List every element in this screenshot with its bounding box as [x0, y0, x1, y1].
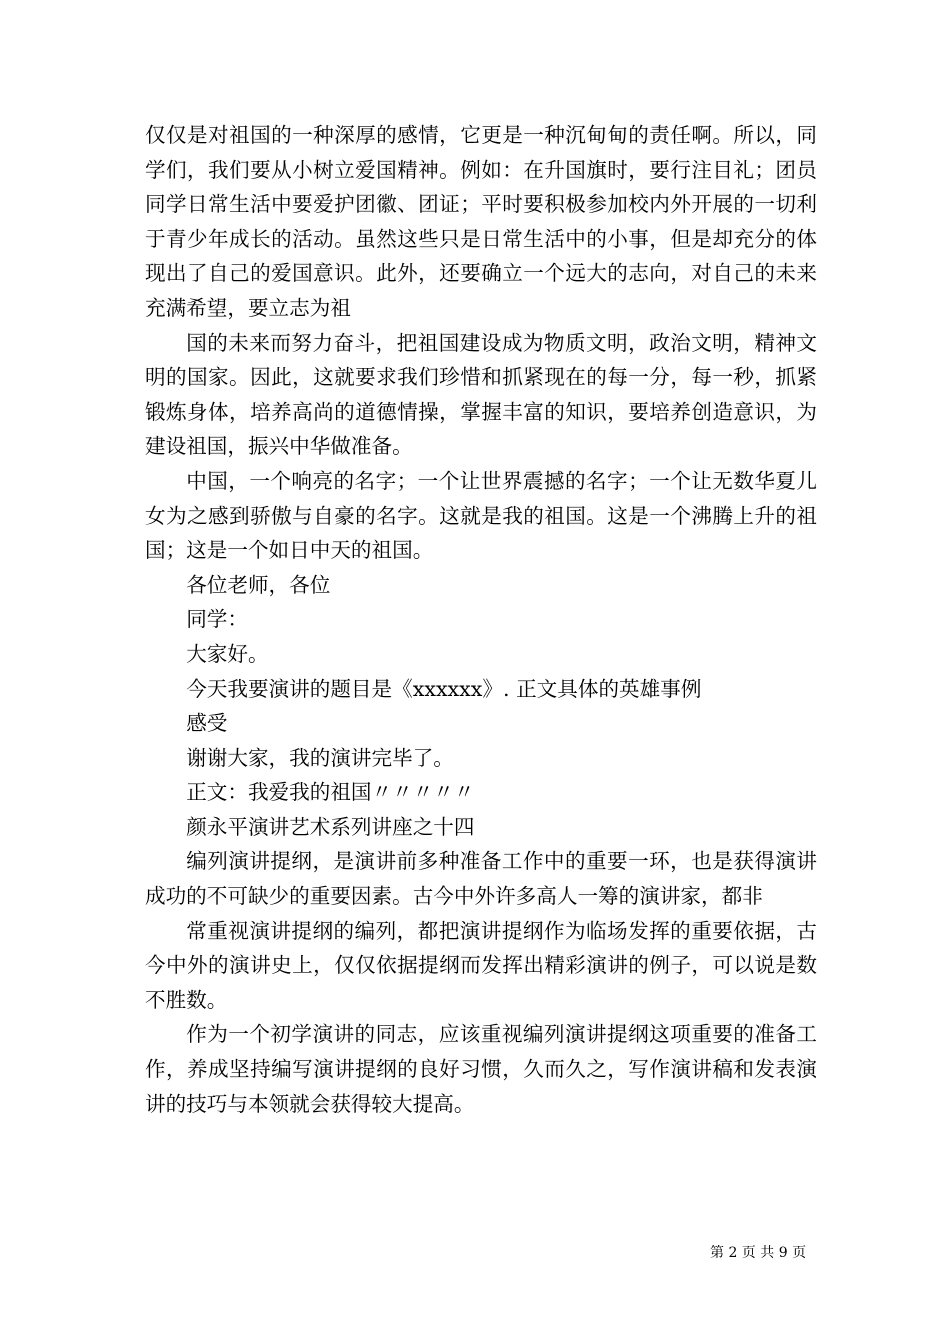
paragraph-1: 仅仅是对祖国的一种深厚的感情，它更是一种沉甸甸的责任啊。所以，同学们，我们要从小树立爱国精神。例如：在升国旗时，要行注目礼；团员同学日常生活中要爱护团徽、团证；平时要积极参加校内外开展的一切利于青少年成长的活动。虽然这些只是日常生活中的小事，但是却充分的体现出了自己的爱国意识。此外，还要确立一个远大的志向，对自己的未来充满希望，要立志为祖 — [145, 123, 817, 320]
paragraph-12: 编列演讲提纲，是演讲前多种准备工作中的重要一环，也是获得演讲成功的不可缺少的重要因素。古今中外许多高人一筹的演讲家，都非 — [145, 849, 817, 909]
paragraph-3: 中国，一个响亮的名字；一个让世界震撼的名字；一个让无数华夏儿女为之感到骄傲与自豪的名字。这就是我的祖国。这是一个沸腾上升的祖国；这是一个如日中天的祖国。 — [145, 468, 817, 563]
paragraph-5: 同学： — [186, 607, 248, 632]
paragraph-6: 大家好。 — [186, 641, 269, 666]
paragraph-10: 正文：我爱我的祖国〃〃〃〃〃 — [186, 780, 475, 805]
paragraph-14: 作为一个初学演讲的同志，应该重视编列演讲提纲这项重要的准备工作，养成坚持编写演讲提纲的良好习惯，久而久之，写作演讲稿和发表演讲的技巧与本领就会获得较大提高。 — [145, 1022, 817, 1116]
body-text — [145, 118, 817, 1121]
paragraph-4: 各位老师，各位 — [186, 572, 331, 597]
paragraph-11: 颜永平演讲艺术系列讲座之十四 — [186, 814, 475, 839]
paragraph-13: 常重视演讲提纲的编列，都把演讲提纲作为临场发挥的重要依据，古今中外的演讲史上，仅仅依据提纲而发挥出精彩演讲的例子，可以说是数不胜数。 — [145, 918, 817, 1012]
paragraph-9: 谢谢大家，我的演讲完毕了。 — [186, 745, 454, 770]
page-number: 第 2 页 共 9 页 — [710, 1245, 807, 1261]
paragraph-8: 感受 — [186, 711, 228, 736]
paragraph-7: 今天我要演讲的题目是《xxxxxx》. 正文具体的英雄事例 — [186, 676, 702, 701]
paragraph-2: 国的未来而努力奋斗，把祖国建设成为物质文明，政治文明，精神文明的国家。因此，这就要求我们珍惜和抓紧现在的每一分，每一秒，抓紧锻炼身体，培养高尚的道德情操，掌握丰富的知识，要培养创造意识，为建设祖国，振兴中华做准备。 — [145, 330, 817, 459]
